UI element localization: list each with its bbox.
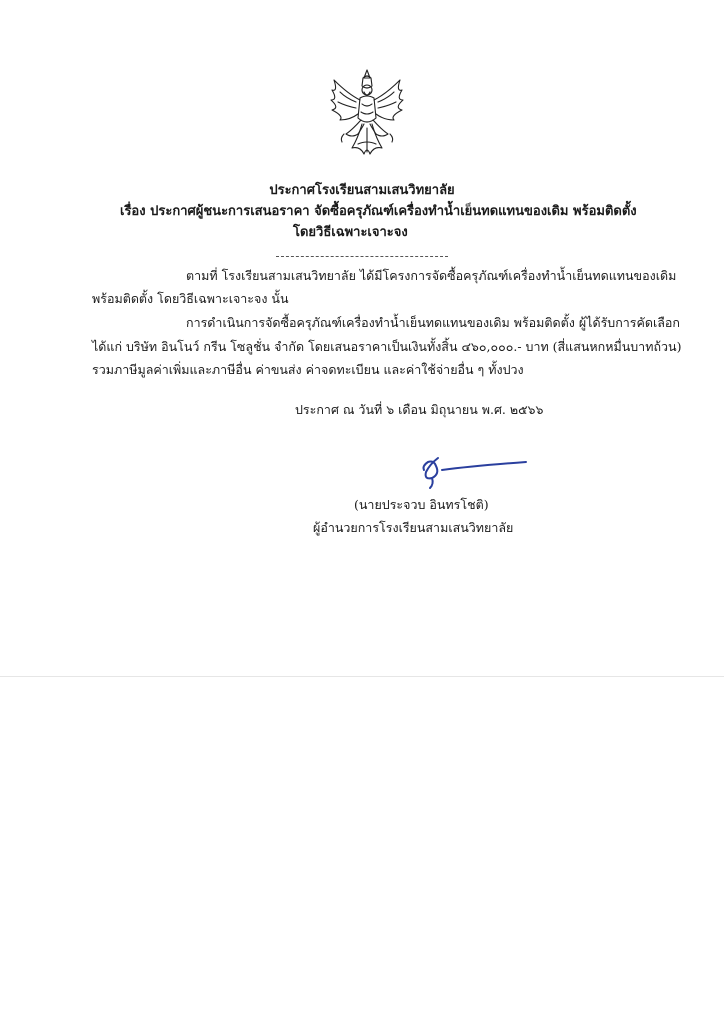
signer-title: ผู้อำนวยการโรงเรียนสามเสนวิทยาลัย [313,520,514,535]
announcement-date: ประกาศ ณ วันที่ ๖ เดือน มิถุนายน พ.ศ. ๒๕๖๖ [295,402,544,417]
divider-rule [276,256,448,257]
announcement-subject-method: โดยวิธีเฉพาะเจาะจง [293,225,408,240]
garuda-emblem-icon [328,68,406,160]
signer-name: (นายประจวบ อินทรโชติ) [354,497,489,512]
body-paragraph-line: ตามที่ โรงเรียนสามเสนวิทยาลัย ได้มีโครงการจัดซื้อครุภัณฑ์เครื่องทำน้ำเย็นทดแทนของเดิม [186,268,677,283]
body-paragraph-line: การดำเนินการจัดซื้อครุภัณฑ์เครื่องทำน้ำเย็นทดแทนของเดิม พร้อมติดตั้ง ผู้ได้รับการคัดเลือก [186,315,681,330]
body-paragraph-line: ได้แก่ บริษัท อินโนว์ กรีน โซลูชั่น จำกัด โดยเสนอราคาเป็นเงินทั้งสิ้น ๔๖๐,๐๐๐.- บาท (สี่แสนหกหมื่นบาทถ้วน) [92,339,682,354]
body-paragraph-line: พร้อมติดตั้ง โดยวิธีเฉพาะเจาะจง นั้น [92,291,289,306]
announcement-title: ประกาศโรงเรียนสามเสนวิทยาลัย [269,183,455,198]
announcement-subject: เรื่อง ประกาศผู้ชนะการเสนอราคา จัดซื้อครุภัณฑ์เครื่องทำน้ำเย็นทดแทนของเดิม พร้อมติดตั้ง [120,204,637,219]
page-fold-line [0,676,724,677]
body-paragraph-line: รวมภาษีมูลค่าเพิ่มและภาษีอื่น ค่าขนส่ง ค่าจดทะเบียน และค่าใช้จ่ายอื่น ๆ ทั้งปวง [92,362,524,377]
handwritten-signature [412,450,532,490]
